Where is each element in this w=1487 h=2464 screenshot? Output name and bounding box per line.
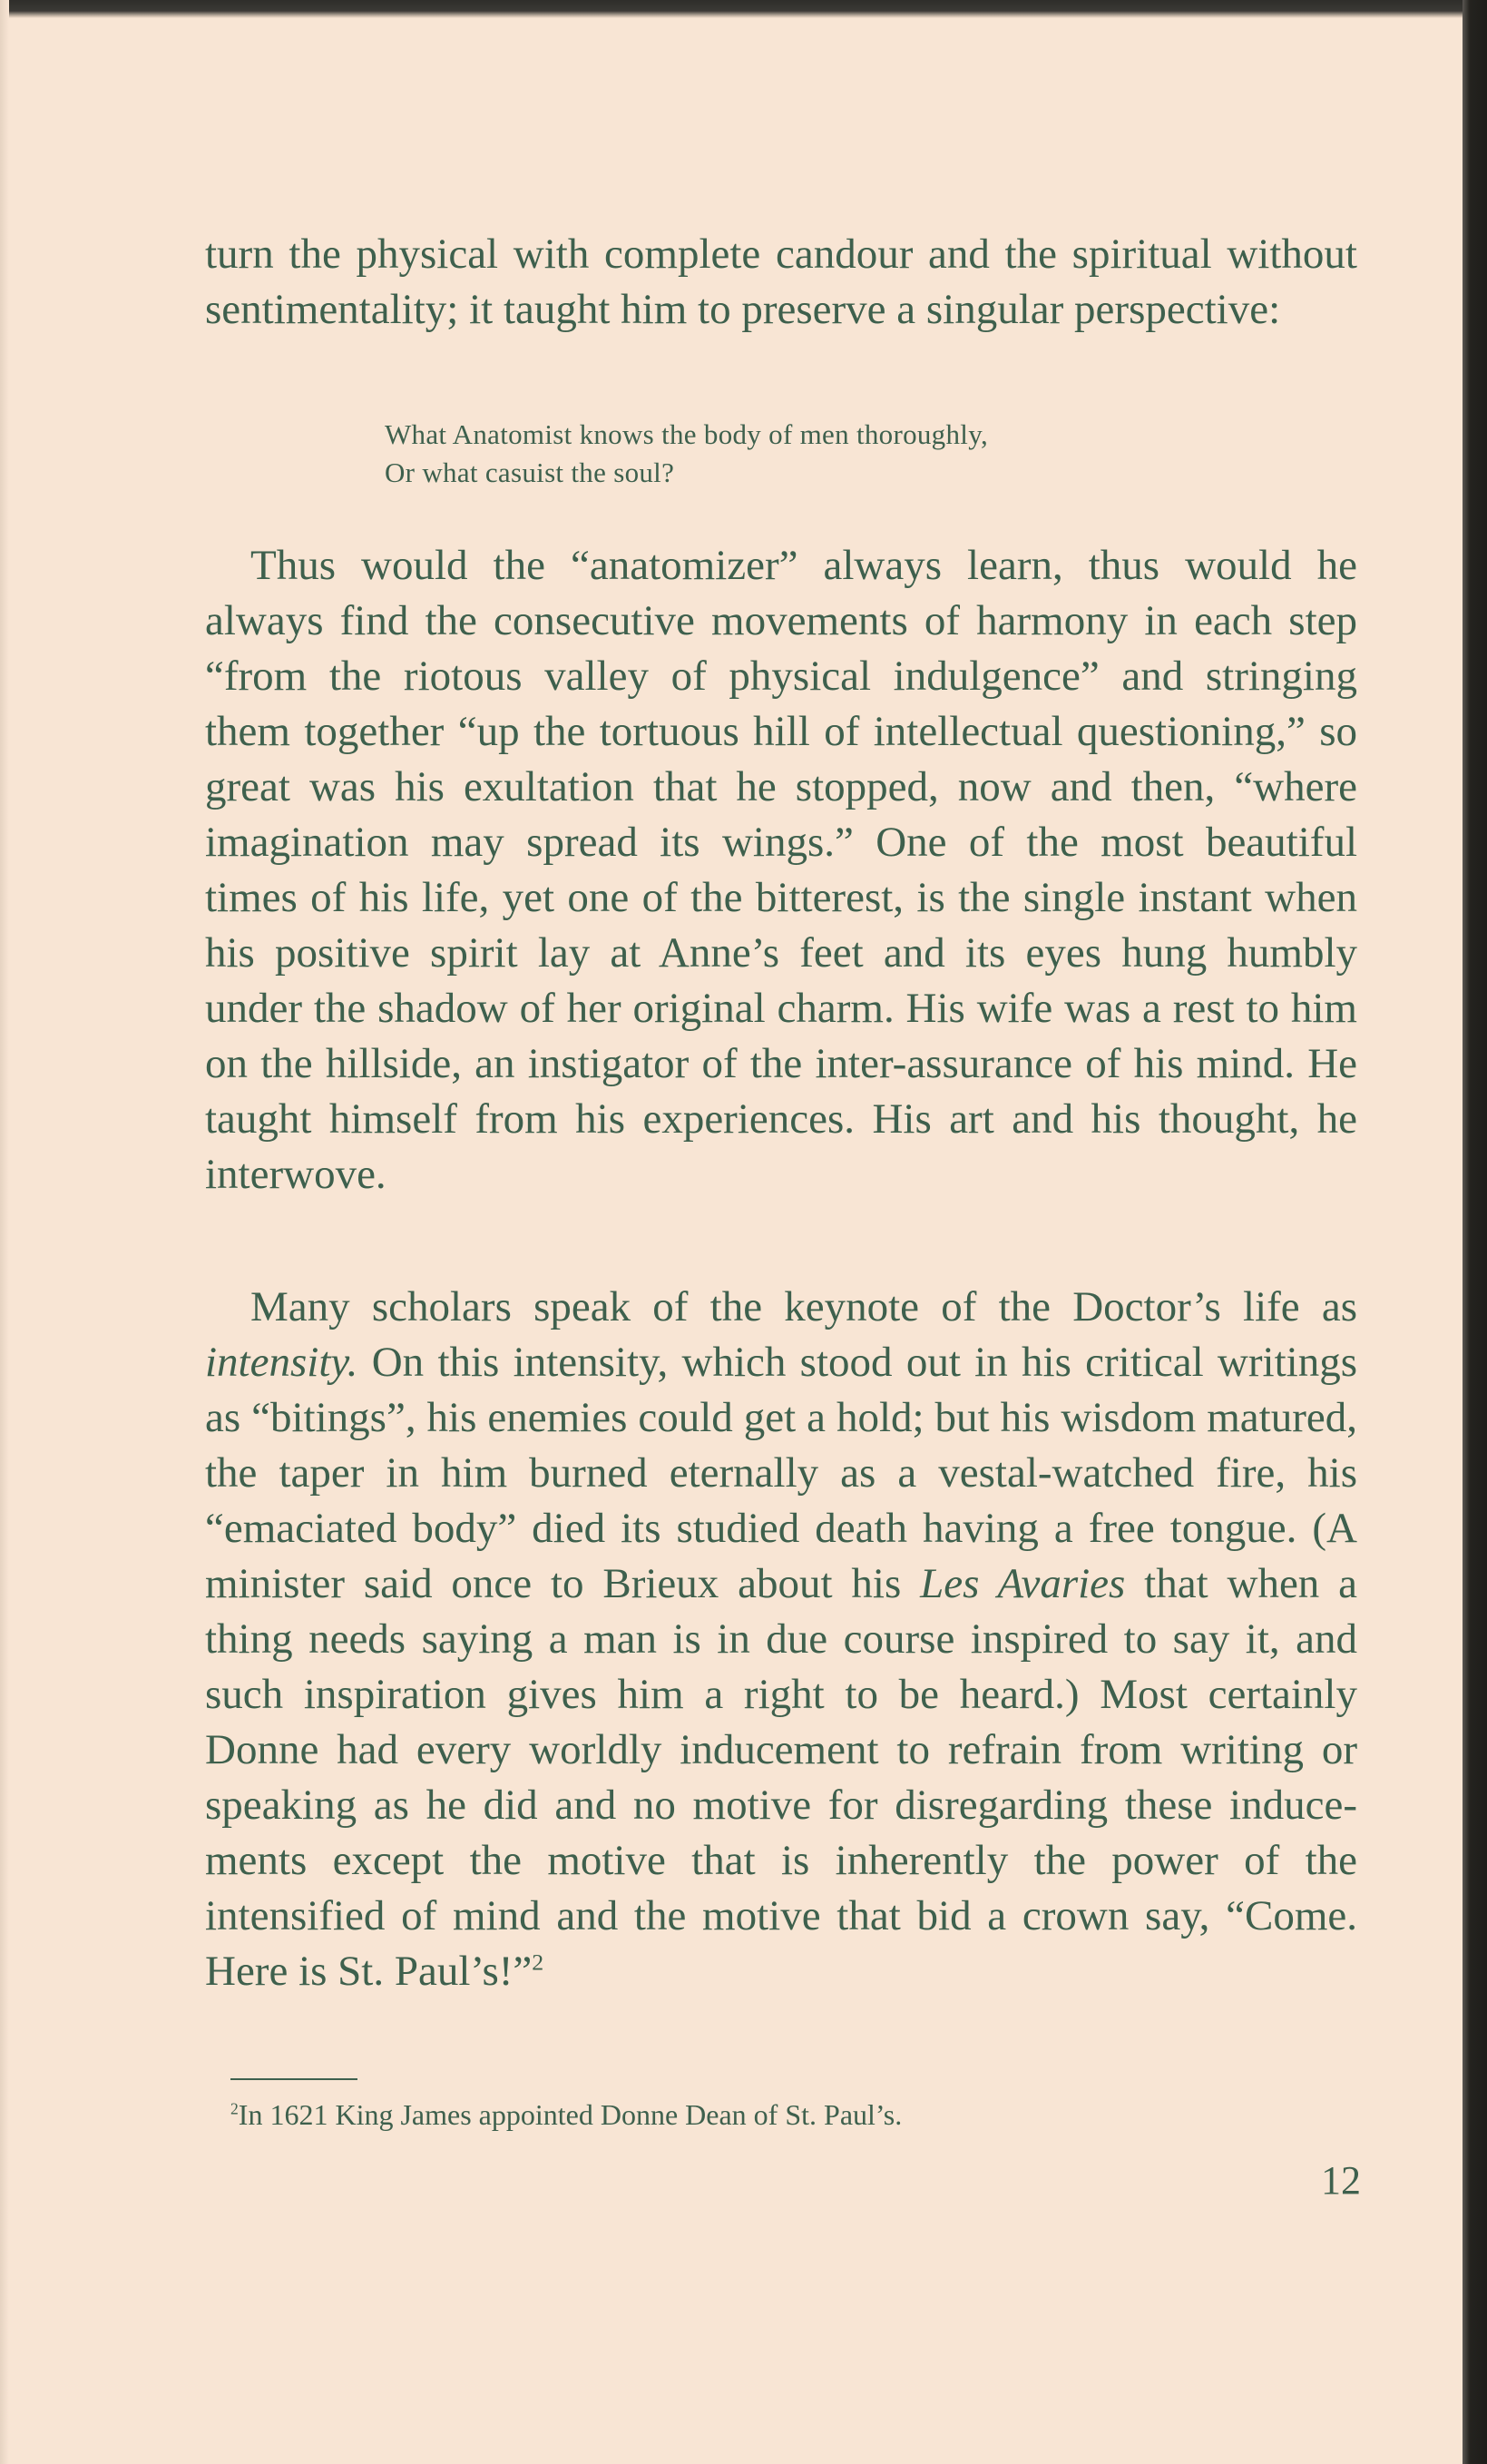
page-number: 12 (1321, 2158, 1361, 2203)
paragraph-3-text-a: Many scholars speak of the keynote of the Doctor’s life as (250, 1283, 1357, 1330)
paragraph-1: turn the physical with complete candour and the spiritual without sentimentality; it taught him to preserve a singular perspective: (205, 231, 1357, 333)
footnote-text: In 1621 King James appointed Donne Dean of St. Paul’s. (238, 2098, 903, 2131)
verse-line-2: Or what casuist the soul? (385, 456, 675, 488)
footnote-rule (230, 2078, 357, 2080)
book-binding-edge (1463, 0, 1487, 2464)
verse-line-1: What Anatomist knows the body of men thoroughly, (385, 418, 989, 450)
page-top-edge (0, 0, 1463, 18)
footnote (230, 2096, 1319, 2133)
paragraph-3-text-c: that when a thing needs saying a man is in due course inspired to say it, and such inspiration gives him a right to be heard.) Most certainly Donne had every worldly inducement to refrain from writing or speaking as he did and no motive for disregarding these inducements except the motive that is inherently the power of the intensified of mind and the motive that bid a crown say, “Come. Here is St. Paul’s!” (205, 1560, 1357, 1995)
paragraph-3-text-b: On this intensity, which stood out in his critical writings as “bitings”, his enemies could get a hold; but his wisdom matured, the taper in him burned eternally as a vestal-watched fire, his “emaciated body” died its studied death having a free tongue. (A minister said once to Brieux about his (205, 1339, 1357, 1607)
paragraph-2: Thus would the “anatomizer” always learn, thus would he always find the consecutive movements of harmony in each step “from the riotous valley of physical indulgence” and stringing them together “up the tortuous hill of intellectual questioning,” so great was his exultation that he stopped, now and then, “where imagination may spread its wings.” One of the most beautiful times of his life, yet one of the bitterest, is the single instant when his positive spirit lay at Anne’s feet and its eyes hung humbly under the shadow of her original charm. His wife was a rest to him on the hillside, an instigator of the inter-assurance of his mind. He taught himself from his experiences. His art and his thought, he interwove. (205, 542, 1357, 1198)
paragraph-3-italic-intensity: intensity. (205, 1339, 358, 1386)
footnote-marker: 2 (230, 2099, 239, 2118)
paragraph-3 (205, 1280, 1357, 1999)
paragraph-3-italic-title: Les Avaries (920, 1560, 1126, 1607)
page-left-edge (0, 0, 9, 2464)
footnote-reference: 2 (532, 1949, 544, 1976)
verse-quote (385, 416, 1274, 492)
